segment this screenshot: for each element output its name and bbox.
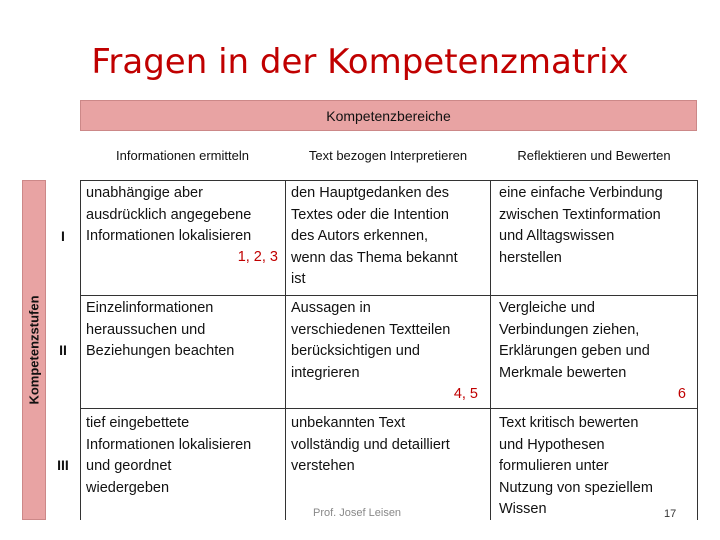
grid-line-col1 (285, 180, 286, 520)
slide-title: Fragen in der Kompetenzmatrix (91, 42, 629, 82)
level-ii-label: II (59, 342, 67, 358)
cell-iii-informationen: tief eingebettete Informationen lokalisieren und geordnet wiedergeben (86, 415, 252, 496)
cell-ii-reflektieren: Vergleiche und Verbindungen ziehen, Erklärungen geben und Merkmale bewerten (499, 300, 650, 381)
column-header-reflektieren-bewerten: Reflektieren und Bewerten (517, 148, 671, 163)
grid-line-col3 (697, 180, 698, 520)
kompetenzbereiche-header: Kompetenzbereiche (80, 100, 697, 131)
cell-i-informationen: unabhängige aber ausdrücklich angegebene Informationen lokalisieren (86, 185, 252, 244)
grid-line-col2 (490, 180, 491, 520)
ref-ii-interpretieren: 4, 5 (453, 386, 478, 402)
page-number: 17 (664, 508, 677, 520)
cell-ii-interpretieren: Aussagen in verschiedenen Textteilen berücksichtigen und integrieren (291, 300, 451, 381)
footer-author: Prof. Josef Leisen (313, 507, 402, 519)
ref-i-informationen: 1, 2, 3 (237, 249, 278, 265)
cell-i-reflektieren: eine einfache Verbindung zwischen Textinformation und Alltagswissen herstellen (499, 185, 663, 266)
ref-ii-reflektieren: 6 (677, 386, 686, 402)
grid-line-row2 (80, 408, 697, 409)
cell-ii-informationen: Einzelinformationen heraussuchen und Beziehungen beachten (86, 300, 235, 359)
cell-iii-reflektieren: Text kritisch bewerten und Hypothesen formulieren unter Nutzung von speziellem Wissen (499, 415, 653, 517)
grid-line-col0 (80, 180, 81, 520)
column-header-informationen-ermitteln: Informationen ermitteln (116, 148, 249, 163)
cell-i-interpretieren: den Hauptgedanken des Textes oder die Intention des Autors erkennen, wenn das Thema bekannt ist (291, 185, 458, 287)
grid-line-row1 (80, 295, 697, 296)
kompetenzstufen-label: Kompetenzstufen (26, 295, 42, 405)
grid-line-top (80, 180, 697, 181)
level-i-label: I (61, 228, 65, 244)
column-header-text-interpretieren: Text bezogen Interpretieren (308, 148, 468, 163)
level-iii-label: III (57, 457, 69, 473)
cell-iii-interpretieren: unbekannten Text vollständig und detailliert verstehen (291, 415, 450, 474)
